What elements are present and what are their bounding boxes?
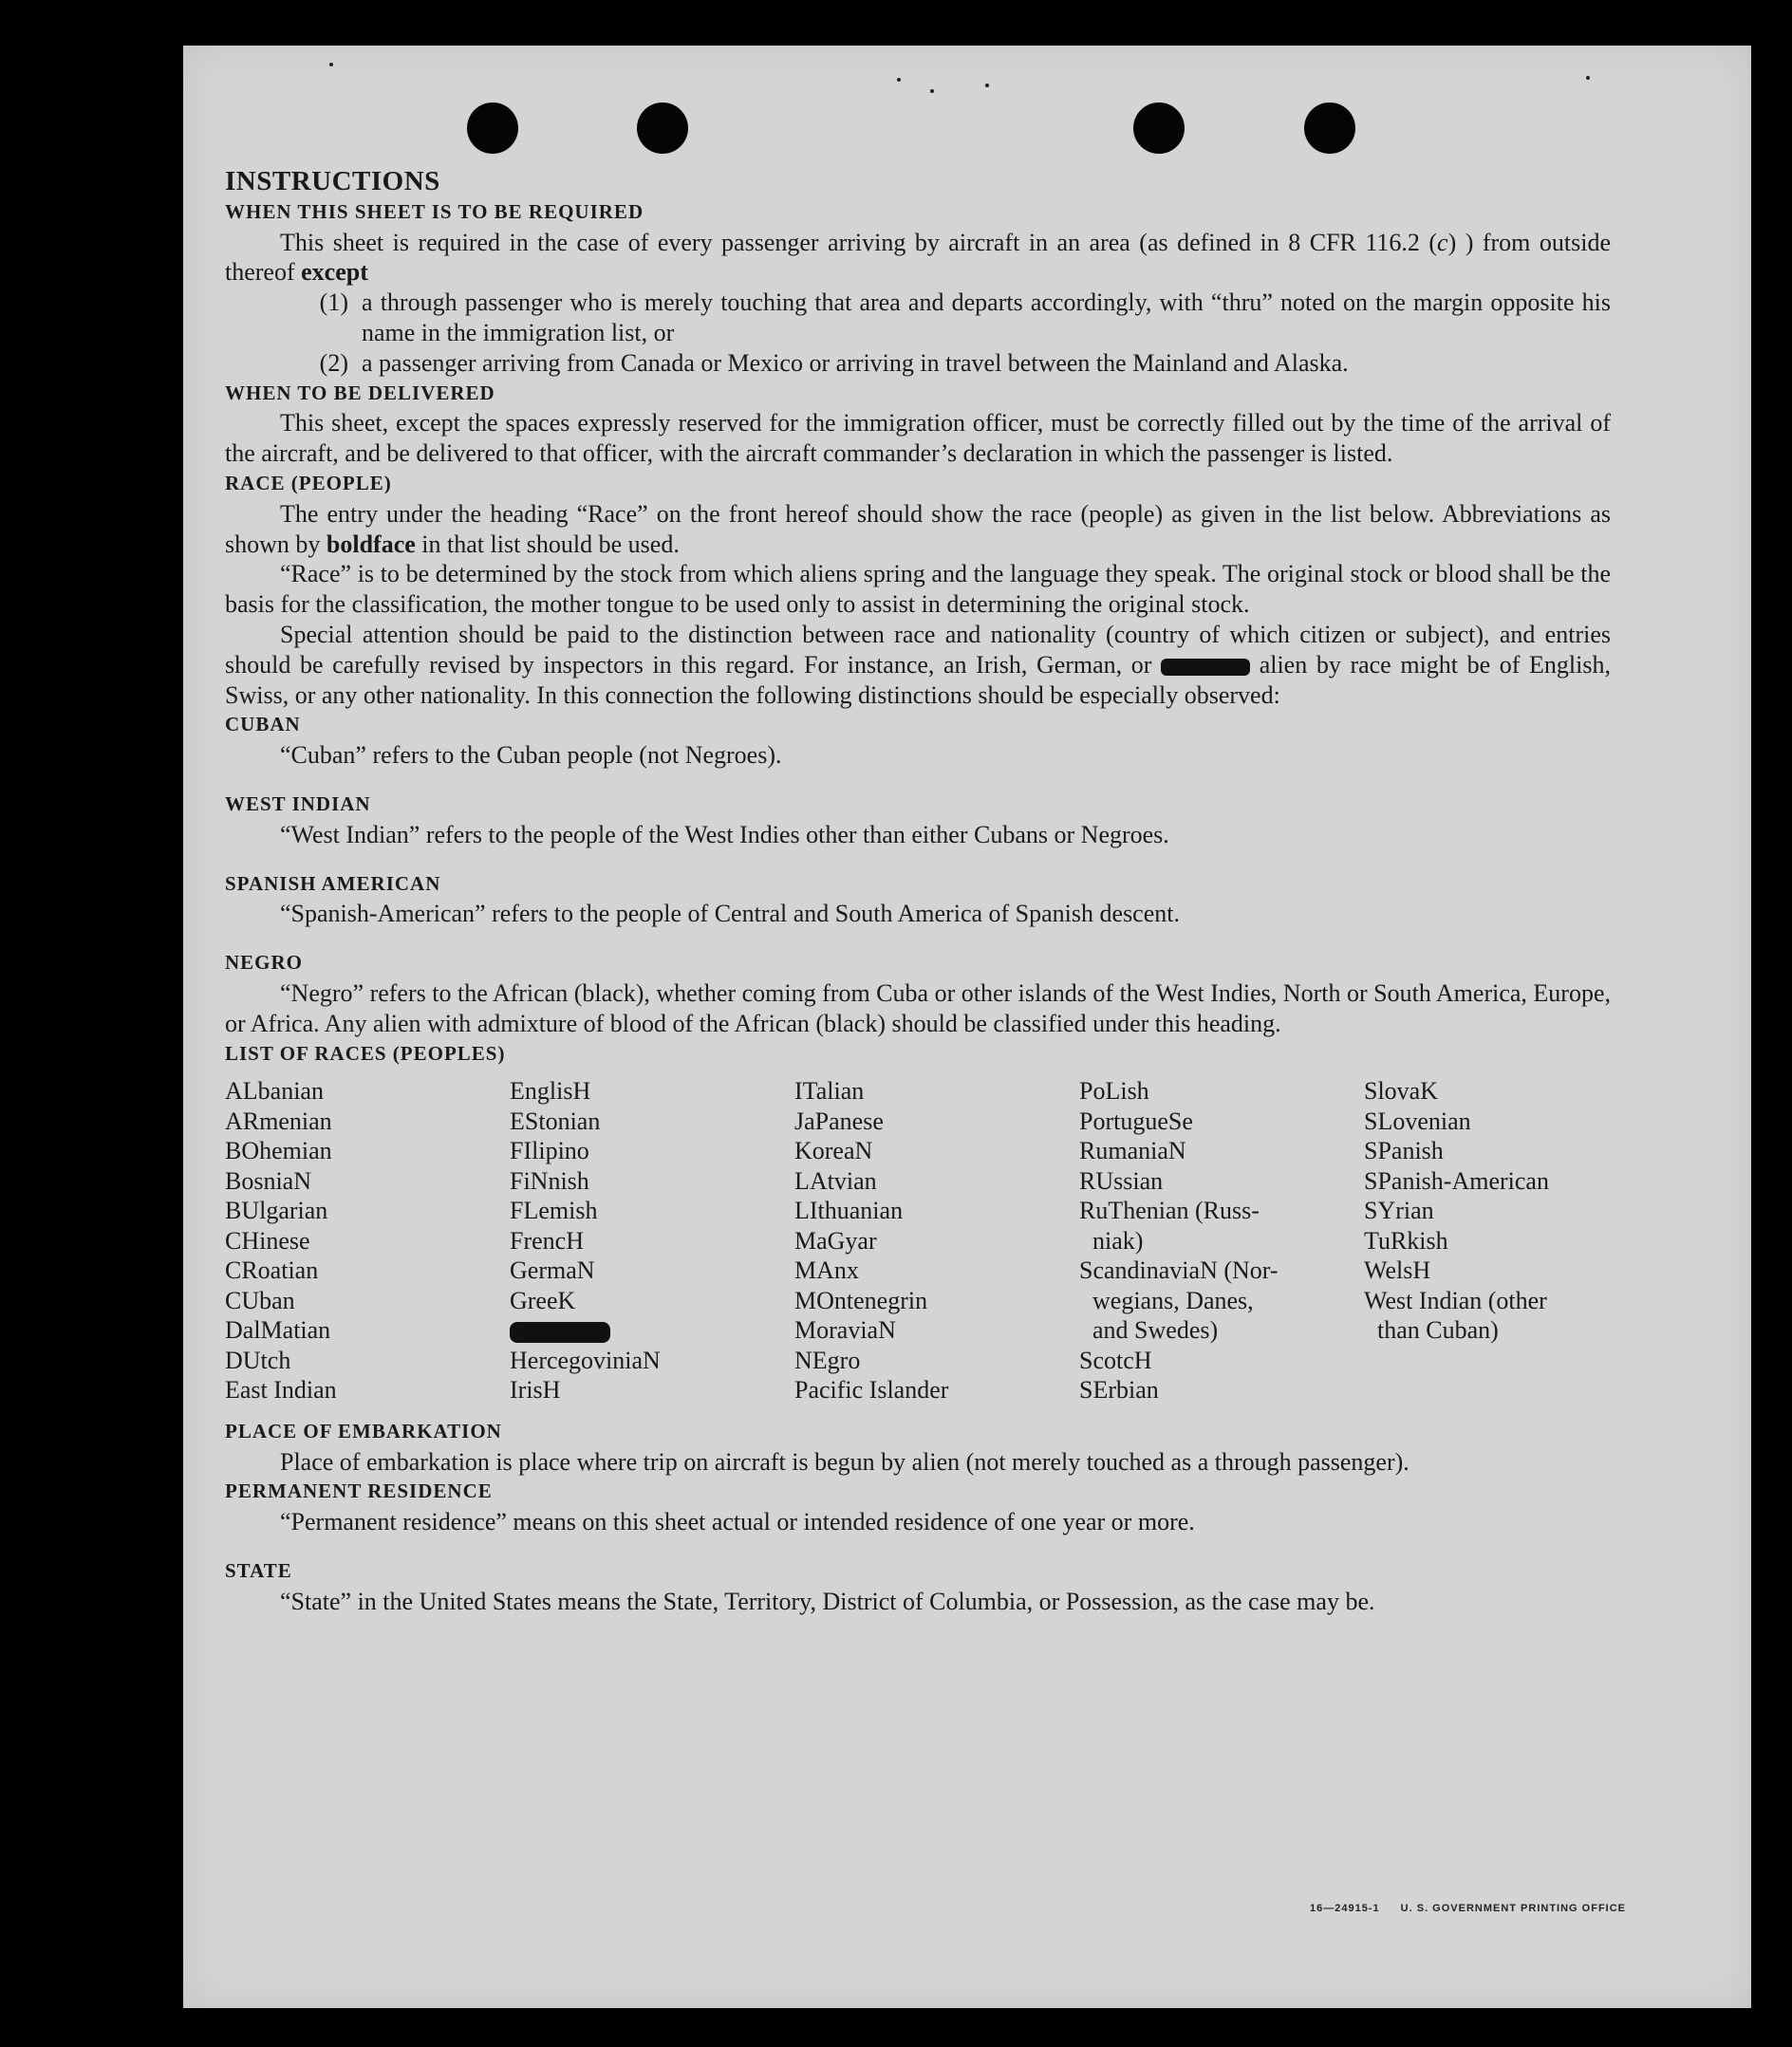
- paragraph-negro: “Negro” refers to the African (black), whether coming from Cuba or other islands of the West Indies, North or South America, Europe, or Africa. Any alien with admixture of blood of the African (black) should be classified under this heading.: [225, 978, 1611, 1037]
- item-text: a through passenger who is merely touching that area and departs accordingly, with “thru” noted on the margin opposite his name in the immigration list, or: [362, 288, 1611, 346]
- race-entry: LIthuanian: [794, 1197, 904, 1225]
- race-entry-continuation: and Swedes): [1092, 1316, 1219, 1345]
- race-entry: JaPanese: [794, 1107, 884, 1135]
- paragraph-race-3: [225, 620, 1611, 710]
- paragraph-spanish-american: “Spanish-American” refers to the people of Central and South America of Spanish descent.: [280, 900, 1180, 928]
- dust-speck: [329, 63, 333, 66]
- race-entry: ScotcH: [1079, 1346, 1152, 1374]
- race-entry: ScandinaviaN (Nor-: [1079, 1256, 1279, 1285]
- race-entry: BOhemian: [225, 1137, 332, 1165]
- race-entry: ITalian: [794, 1077, 865, 1106]
- races-column: [510, 1076, 794, 1405]
- race-entry-redacted: [510, 1315, 794, 1346]
- races-column: [794, 1076, 1079, 1405]
- text-run: c: [1437, 228, 1448, 256]
- race-entry: FiNnish: [510, 1166, 589, 1195]
- race-entry: GreeK: [510, 1286, 576, 1314]
- race-entry: DUtch: [225, 1346, 291, 1374]
- race-entry: MAnx: [794, 1256, 859, 1285]
- heading-west-indian: WEST INDIAN: [225, 791, 371, 815]
- race-entry: BUlgarian: [225, 1197, 328, 1225]
- race-entry: CRoatian: [225, 1256, 319, 1285]
- text-run: The entry under the heading “Race” on the front hereof should show the race (people) as given in the list below. Abbreviations as shown by: [225, 499, 1611, 558]
- race-entry: MaGyar: [794, 1226, 877, 1255]
- paragraph-embarkation: Place of embarkation is place where trip on aircraft is begun by alien (not merely touched as a through passenger).: [280, 1447, 1409, 1476]
- punch-hole: [1304, 102, 1355, 154]
- item-number: (2): [319, 348, 348, 377]
- heading-cuban: CUBAN: [225, 713, 301, 736]
- race-entry: SYrian: [1364, 1197, 1434, 1225]
- dust-speck: [985, 84, 989, 87]
- text-run: in that list should be used.: [415, 530, 680, 558]
- race-entry: IrisH: [510, 1376, 561, 1405]
- race-entry: FrencH: [510, 1226, 584, 1255]
- race-entry: West Indian (other: [1364, 1286, 1547, 1314]
- heading-negro: NEGRO: [225, 951, 304, 975]
- race-entry-continuation: wegians, Danes,: [1092, 1286, 1254, 1314]
- races-column: [1364, 1076, 1611, 1405]
- race-entry: SLovenian: [1364, 1107, 1471, 1135]
- heading-permanent-residence: PERMANENT RESIDENCE: [225, 1479, 493, 1503]
- race-entry: CHinese: [225, 1226, 310, 1255]
- redaction-mark: [510, 1322, 610, 1343]
- race-entry: FLemish: [510, 1197, 598, 1225]
- paragraph-permanent-residence: “Permanent residence” means on this sheet actual or intended residence of one year or more.: [280, 1508, 1195, 1536]
- heading-list-of-races: LIST OF RACES (PEOPLES): [225, 1041, 506, 1065]
- races-column: [225, 1076, 510, 1405]
- race-entry: DalMatian: [225, 1316, 331, 1345]
- race-entry-continuation: niak): [1092, 1226, 1144, 1255]
- heading-state: STATE: [225, 1559, 292, 1582]
- race-entry: RUssian: [1079, 1166, 1164, 1195]
- printer-footer: [1289, 1903, 1626, 1914]
- race-entry: HercegoviniaN: [510, 1346, 661, 1374]
- heading-race: RACE (PEOPLE): [225, 471, 392, 494]
- printer-credit: U. S. GOVERNMENT PRINTING OFFICE: [1400, 1903, 1626, 1914]
- race-entry: LAtvian: [794, 1166, 877, 1195]
- race-entry: SPanish: [1364, 1137, 1444, 1165]
- text-run: This sheet is required in the case of every passenger arriving by aircraft in an area (as defined in 8 CFR 116.2 (: [280, 228, 1438, 256]
- race-entry: EStonian: [510, 1107, 601, 1135]
- dust-speck: [930, 89, 934, 93]
- text-run-bold: boldface: [326, 530, 416, 558]
- races-table: [225, 1076, 1611, 1405]
- dust-speck: [1586, 76, 1590, 80]
- text-run: alien by race might be of English, Swiss, or any other nationality. In this connection the following distinctions should be especially observed:: [225, 650, 1612, 709]
- punch-hole: [467, 102, 518, 154]
- heading-when-required: WHEN THIS SHEET IS TO BE REQUIRED: [225, 199, 644, 223]
- item-text: a passenger arriving from Canada or Mexico or arriving in travel between the Mainland and Alaska.: [362, 348, 1349, 377]
- race-entry: East Indian: [225, 1376, 337, 1405]
- race-entry: ARmenian: [225, 1107, 332, 1135]
- race-entry: WelsH: [1364, 1256, 1431, 1285]
- form-number: 16—24915-1: [1310, 1903, 1380, 1914]
- heading-spanish-american: SPANISH AMERICAN: [225, 871, 441, 895]
- text-run-bold: except: [301, 258, 368, 287]
- race-entry: RumaniaN: [1079, 1137, 1186, 1165]
- document-sheet: [183, 46, 1751, 2008]
- race-entry-continuation: than Cuban): [1377, 1316, 1499, 1345]
- list-item: [225, 348, 1611, 379]
- race-entry: PoLish: [1079, 1077, 1149, 1106]
- dust-speck: [897, 78, 901, 82]
- race-entry: EnglisH: [510, 1077, 591, 1106]
- race-entry: KoreaN: [794, 1137, 873, 1165]
- race-entry: SlovaK: [1364, 1077, 1438, 1106]
- item-number: (1): [319, 288, 348, 317]
- race-entry: FIlipino: [510, 1137, 589, 1165]
- paragraph-west-indian: “West Indian” refers to the people of the West Indies other than either Cubans or Negroes.: [280, 820, 1169, 848]
- paragraph-cuban: “Cuban” refers to the Cuban people (not Negroes).: [280, 741, 782, 770]
- race-entry: Pacific Islander: [794, 1376, 949, 1405]
- race-entry: TuRkish: [1364, 1226, 1448, 1255]
- paragraph-state: “State” in the United States means the State, Territory, District of Columbia, or Possession, as the case may be.: [280, 1587, 1375, 1615]
- text-run: Special attention should be paid to the distinction between race and nationality (country of which citizen or subject), and entries should be carefully revised by inspectors in this regard. For instance, an Irish, German, or: [225, 620, 1611, 679]
- paragraph-race-1: [225, 499, 1611, 560]
- race-entry: MoraviaN: [794, 1316, 896, 1345]
- race-entry: SErbian: [1079, 1376, 1159, 1405]
- race-entry: ALbanian: [225, 1077, 324, 1106]
- race-entry: CUban: [225, 1286, 295, 1314]
- race-entry: NEgro: [794, 1346, 861, 1374]
- heading-embarkation: PLACE OF EMBARKATION: [225, 1419, 502, 1442]
- redaction-mark: [1161, 659, 1250, 676]
- heading-when-delivered: WHEN TO BE DELIVERED: [225, 381, 495, 404]
- race-entry: MOntenegrin: [794, 1286, 928, 1314]
- race-entry: PortugueSe: [1079, 1107, 1193, 1135]
- text-run: ) ) from outside thereof: [225, 228, 1611, 287]
- punch-hole: [637, 102, 688, 154]
- race-entry: SPanish-American: [1364, 1166, 1549, 1195]
- paragraph-race-2: “Race” is to be determined by the stock from which aliens spring and the language they speak. The original stock or blood shall be the basis for the classification, the mother tongue to be used only to assist in determining the original stock.: [225, 560, 1611, 619]
- race-entry: BosniaN: [225, 1166, 311, 1195]
- punch-hole: [1133, 102, 1185, 154]
- paragraph-required: [225, 228, 1611, 288]
- race-entry: GermaN: [510, 1256, 595, 1285]
- instructions-content: [225, 167, 1611, 1617]
- race-entry: RuThenian (Russ-: [1079, 1197, 1260, 1225]
- list-item: [225, 288, 1611, 348]
- paragraph-delivered: This sheet, except the spaces expressly reserved for the immigration officer, must be correctly filled out by the time of the arrival of the aircraft, and be delivered to that officer, with the aircraft commander’s declaration in which the passenger is listed.: [225, 409, 1611, 468]
- page-title: INSTRUCTIONS: [225, 166, 440, 196]
- races-column: [1079, 1076, 1364, 1405]
